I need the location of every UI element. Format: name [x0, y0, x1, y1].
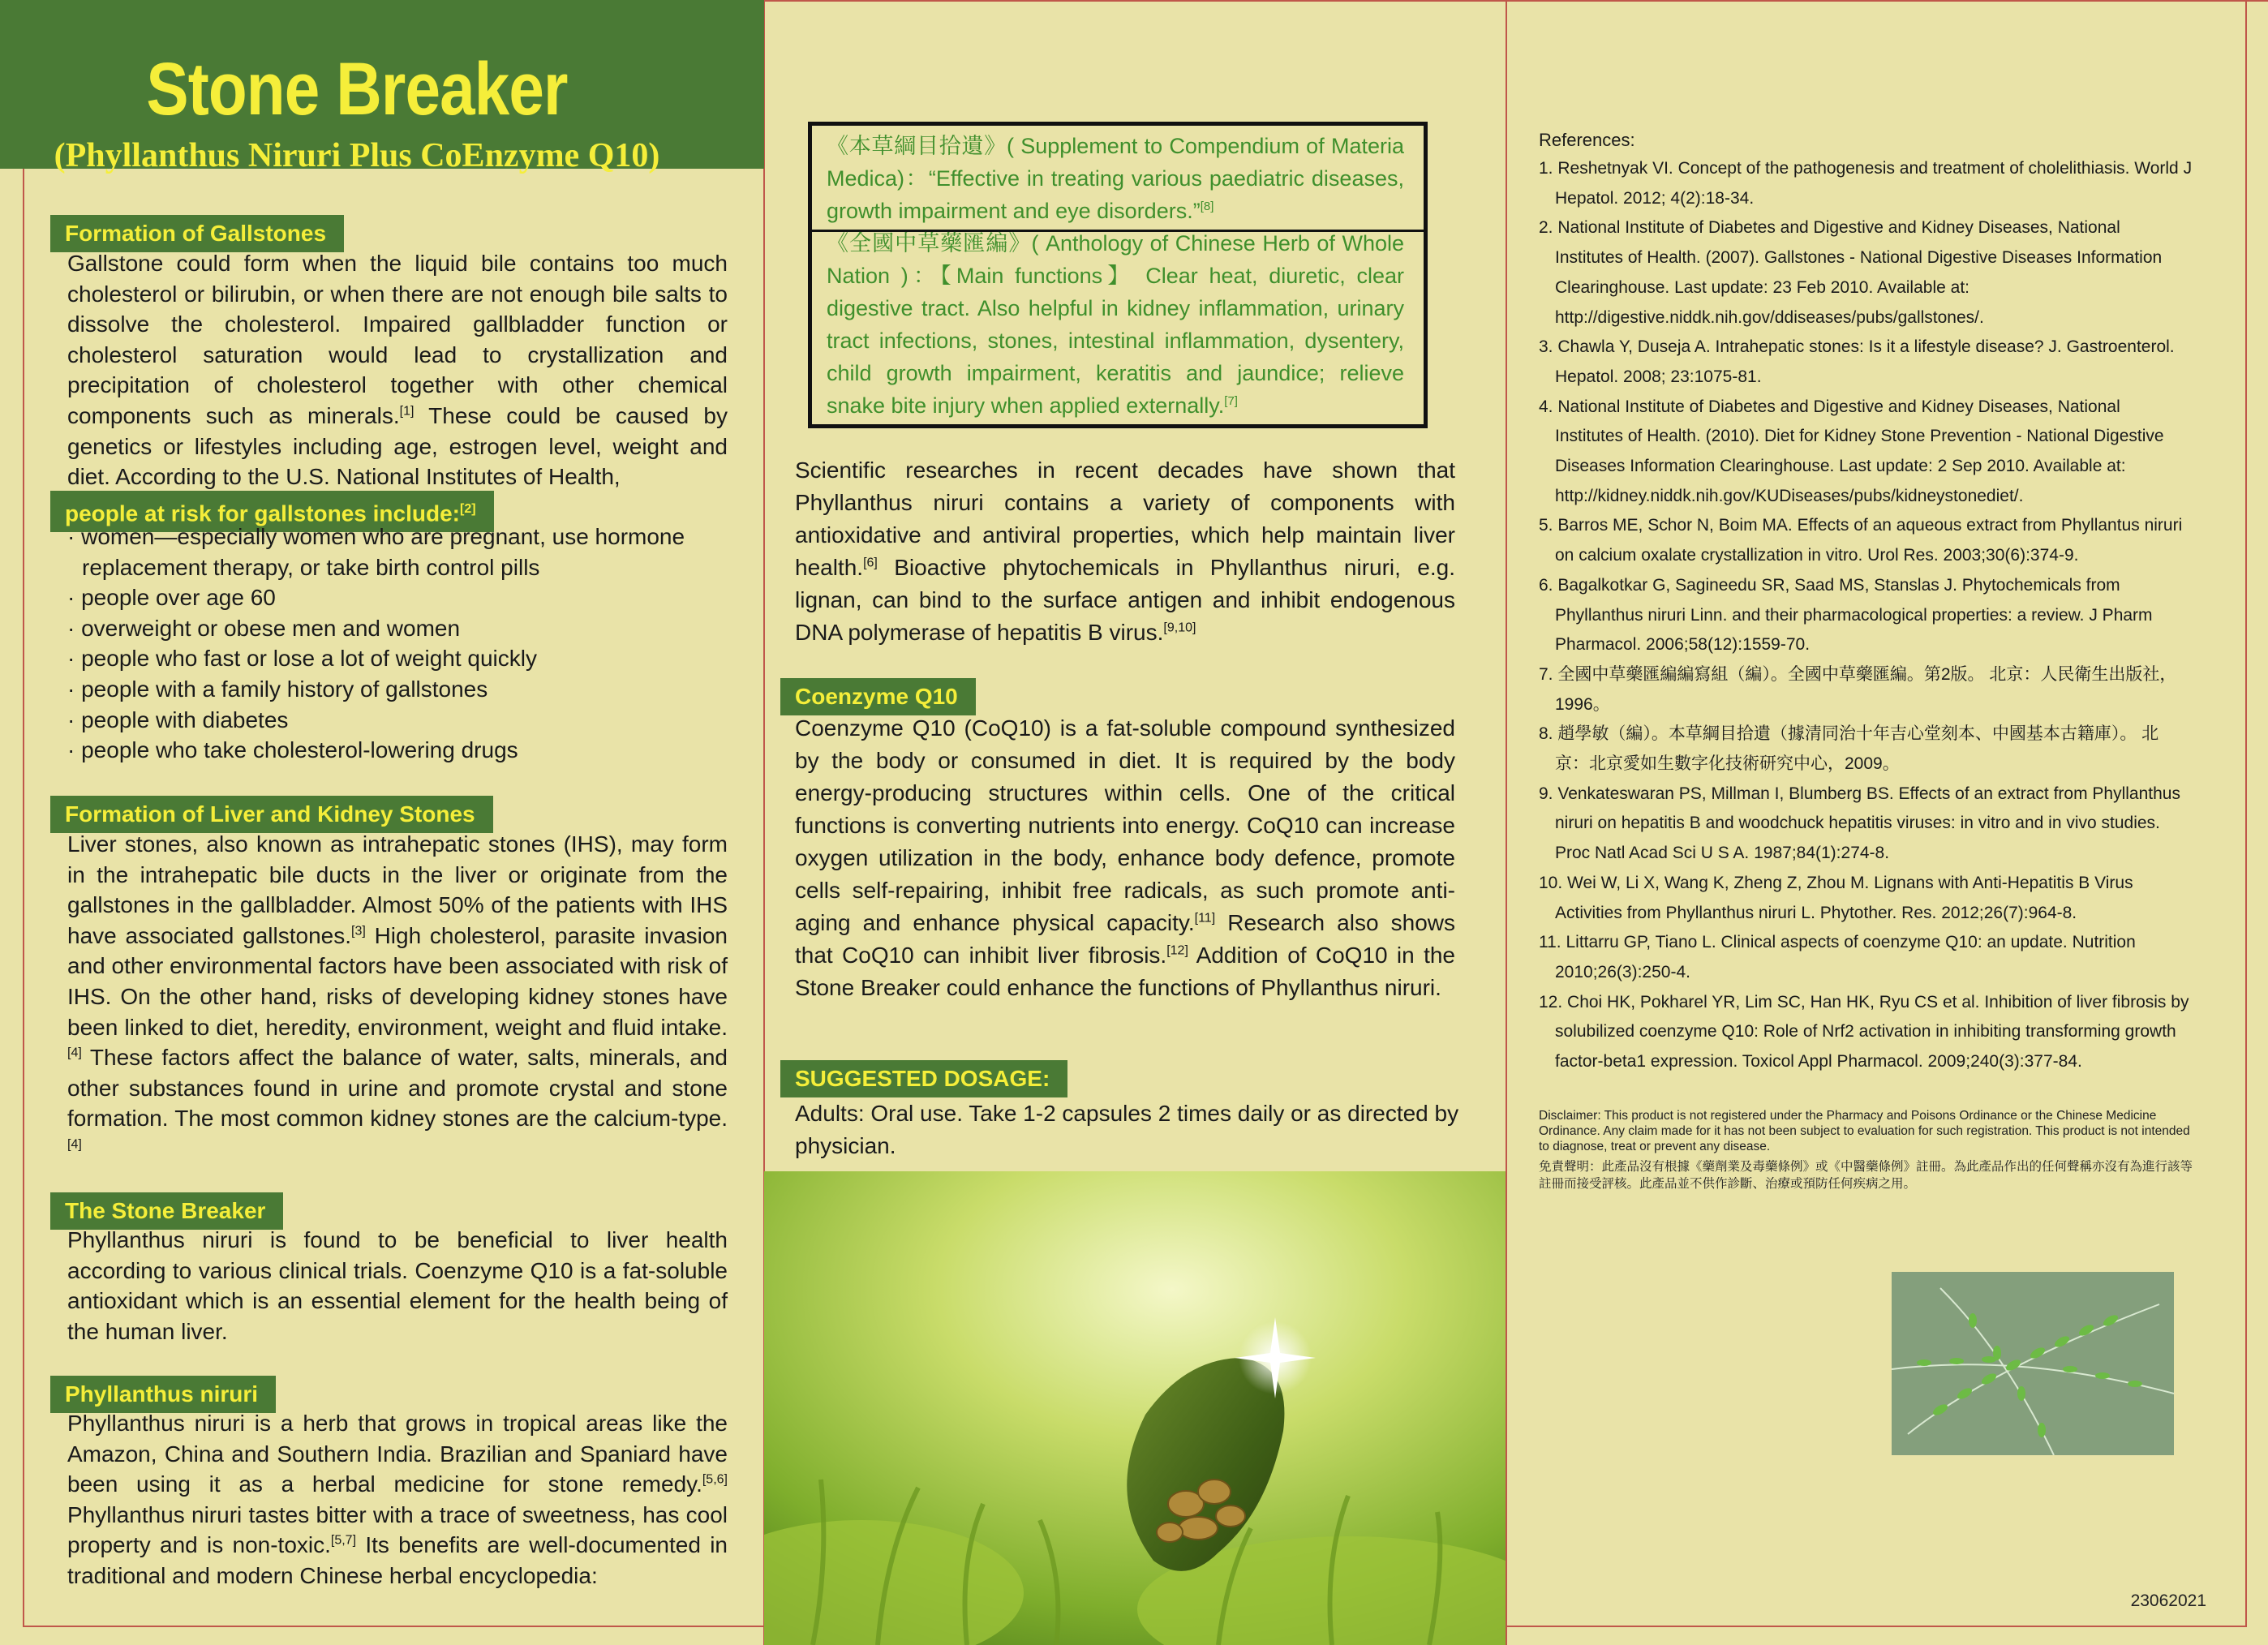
heading-phyllanthus-niruri: Phyllanthus niruri: [50, 1376, 276, 1413]
list-item: · women—especially women who are pregnant, use hormone replacement therapy, or take birth control pills: [67, 522, 741, 582]
page-border-right: [2245, 0, 2247, 1627]
phyllanthus-paragraph: Phyllanthus niruri is a herb that grows in tropical areas like the Amazon, China and Southern India. Brazilian and Spaniard have been using it as a herbal medicine for stone remedy.[5,6] Phyllanthus niruri tastes bitter with a trace of sweetness, has cool property and is non-toxic.[5,7] Its benefits are well-documented in traditional and modern Chinese herbal encyclopedia:: [67, 1411, 728, 1588]
phyllanthus-plant-photo: [1892, 1272, 2174, 1455]
reference-item: 2. National Institute of Diabetes and Digestive and Kidney Diseases, National Institutes of Health. (2007). Gallstones - National Digestive Diseases Information Clearinghouse. Last update: 23 Feb 2010. Available at: http://digestive.niddk.nih.gov/ddiseases/pubs/gallstones/.: [1539, 218, 2163, 327]
list-item: · overweight or obese men and women: [67, 613, 741, 644]
reference-item: 9. Venkateswaran PS, Millman I, Blumberg BS. Effects of an extract from Phyllanthus niruri on hepatitis B and woodchuck hepatitis viruses: in vitro and in vivo studies. Proc Natl Acad Sci U S A. 1987;84(1):274-8.: [1539, 784, 2180, 863]
product-code: 23062021: [2130, 1591, 2206, 1610]
reference-item: 1. Reshetnyak VI. Concept of the pathogenesis and treatment of cholelithiasis. World J Hepatol. 2012; 4(2):18-34.: [1539, 159, 2193, 208]
column-divider-2: [1506, 0, 1507, 1645]
heading-suggested-dosage: SUGGESTED DOSAGE:: [780, 1060, 1067, 1097]
list-item: · people who fast or lose a lot of weight quickly: [67, 643, 741, 674]
references-title: References:: [1539, 130, 1635, 150]
gallstones-paragraph: Gallstone could form when the liquid bile contains too much cholesterol or bilirubin, or when there are not enough bile salts to dissolve the cholesterol. Impaired gallbladder function or cholesterol saturation would lead to crystallization and precipitation of cholesterol together with other chemical components such as minerals.[1] These could be caused by genetics or lifestyles including age, estrogen level, weight and diet. According to the U.S. National Institutes of Health,: [67, 251, 728, 490]
reference-item: 11. Littarru GP, Tiano L. Clinical aspects of coenzyme Q10: an update. Nutrition 2010;26(3):250-4.: [1539, 933, 2136, 981]
risk-list: [67, 522, 741, 766]
herb-entry-supplement: 《本草綱目拾遺》( Supplement to Compendium of Materia Medica)：“Effective in treating various paediatric diseases, growth impairment and eye disorders.”[8]: [827, 134, 1404, 223]
product-title: Stone Breaker: [146, 48, 568, 131]
list-item: · people who take cholesterol-lowering drugs: [67, 735, 741, 766]
reference-item: 3. Chawla Y, Duseja A. Intrahepatic stones: Is it a lifestyle disease? J. Gastroenterol. Hepatol. 2008; 23:1075-81.: [1539, 337, 2175, 386]
disclaimer-english: Disclaimer: This product is not registered under the Pharmacy and Poisons Ordinance or the Chinese Medicine Ordinance. Any claim made for it has not been subject to evaluation for such registration. This product is not intended to diagnose, treat or prevent any disease.: [1539, 1109, 2190, 1153]
reference-item: 12. Choi HK, Pokharel YR, Lim SC, Han HK, Ryu CS et al. Inhibition of liver fibrosis by solubilized coenzyme Q10: Role of Nrf2 activation in inhibiting transforming growth factor-beta1 expression. Toxicol Appl Pharmacol. 2009;240(3):377-84.: [1539, 992, 2189, 1072]
disclaimer-chinese: 免責聲明：此產品沒有根據《藥劑業及毒藥條例》或《中醫藥條例》註冊。為此產品作出的任何聲稱亦沒有為進行該等註冊而接受評核。此產品並不供作診斷、治療或預防任何疾病之用。: [1539, 1160, 2193, 1191]
list-item: · people with a family history of gallstones: [67, 674, 741, 705]
list-item: · people with diabetes: [67, 705, 741, 736]
liver-kidney-paragraph: Liver stones, also known as intrahepatic stones (IHS), may form in the intrahepatic bile ducts in the liver or originate from the gallstones in the gallbladder. Almost 50% of the patients with IHS have associated gallstones.[3] High cholesterol, parasite invasion and other environmental factors have been associated with risk of IHS. On the other hand, risks of developing kidney stones have been linked to diet, heredity, environment, weight and fluid intake.[4] These factors affect the balance of water, salts, minerals, and other substances found in urine and promote crystal and stone formation. The most common kidney stones are the calcium-type.[4]: [67, 831, 728, 1152]
references-list: [1539, 154, 2193, 1077]
list-item: · people over age 60: [67, 582, 741, 613]
heading-liver-kidney-stones: Formation of Liver and Kidney Stones: [50, 796, 493, 833]
reference-item: 4. National Institute of Diabetes and Digestive and Kidney Diseases, National Institutes of Health. (2010). Diet for Kidney Stone Prevention - National Digestive Diseases Information Clearinghouse. Last update: 2 Sep 2010. Available at: http://kidney.niddk.nih.gov/KUDiseases/pubs/kidneystonediet/.: [1539, 397, 2164, 505]
reference-item: 10. Wei W, Li X, Wang K, Zheng Z, Zhou M. Lignans with Anti-Hepatitis B Virus Activities from Phyllanthus niruri L. Phytother. Res. 2012;26(7):964-8.: [1539, 873, 2133, 922]
reference-item: 5. Barros ME, Schor N, Boim MA. Effects of an aqueous extract from Phyllantus niruri on calcium oxalate crystallization in vitro. Urol Res. 2003;30(6):374-9.: [1539, 516, 2183, 565]
gallbladder-illustration: [764, 1171, 1506, 1645]
product-subtitle: (Phyllanthus Niruri Plus CoEnzyme Q10): [54, 137, 660, 174]
heading-formation-of-gallstones: Formation of Gallstones: [50, 215, 344, 252]
heading-people-at-risk: people at risk for gallstones include:[2]: [50, 491, 494, 532]
heading-coenzyme-q10: Coenzyme Q10: [780, 678, 976, 715]
reference-item: 8. 趙學敏（編）。本草綱目拾遺（據清同治十年吉心堂刻本、中國基本古籍庫）。 北京：北京愛如生數字化技術研究中心，2009。: [1539, 724, 2159, 774]
heading-the-stone-breaker: The Stone Breaker: [50, 1192, 283, 1230]
coq10-paragraph: Coenzyme Q10 (CoQ10) is a fat-soluble compound synthesized by the body or consumed in diet. It is required by the body energy-producing structures within cells. One of the critical functions is converting nutrients into energy. CoQ10 can increase oxygen utilization in the body, enhance body defence, promote cells self-repairing, inhibit free radicals, as such promote anti-aging and enhance physical capacity.[11] Research also shows that CoQ10 can inhibit liver fibrosis.[12] Addition of CoQ10 in the Stone Breaker could enhance the functions of Phyllanthus niruri.: [795, 715, 1456, 1000]
reference-item: 6. Bagalkotkar G, Sagineedu SR, Saad MS, Stanslas J. Phytochemicals from Phyllanthus niruri Linn. and their pharmacological properties: a review. J Pharm Pharmacol. 2006;58(12):1559-70.: [1539, 575, 2153, 655]
page-border-left: [23, 0, 24, 1627]
stone-breaker-paragraph: Phyllanthus niruri is found to be beneficial to liver health according to various clinical trials. Coenzyme Q10 is a fat-soluble antioxidant which is an essential element for the health being of the human liver.: [67, 1227, 728, 1344]
title-banner: [0, 0, 764, 174]
dosage-paragraph: Adults: Oral use. Take 1-2 capsules 2 times daily or as directed by physician.: [795, 1101, 1459, 1158]
herb-entry-anthology: 《全國中草藥匯編》( Anthology of Chinese Herb of Whole Nation )：【Main functions】 Clear heat, diuretic, clear digestive tract. Also helpful in kidney inflammation, urinary tract infections, stones, intestinal inflammation, dysentery, child growth impairment, keratitis and jaundice; relieve snake bite injury when applied externally.[7]: [827, 231, 1404, 418]
reference-item: 7. 全國中草藥匯編編寫組（編）。全國中草藥匯編。第2版。 北京：人民衛生出版社，1996。: [1539, 664, 2177, 714]
research-paragraph: Scientific researches in recent decades have shown that Phyllanthus niruri contains a variety of components with antioxidative and antiviral properties, which help maintain liver health.[6] Bioactive phytochemicals in Phyllanthus niruri, e.g. lignan, can bind to the surface antigen and inhibit endogenous DNA polymerase of hepatitis B virus.[9,10]: [795, 457, 1455, 645]
